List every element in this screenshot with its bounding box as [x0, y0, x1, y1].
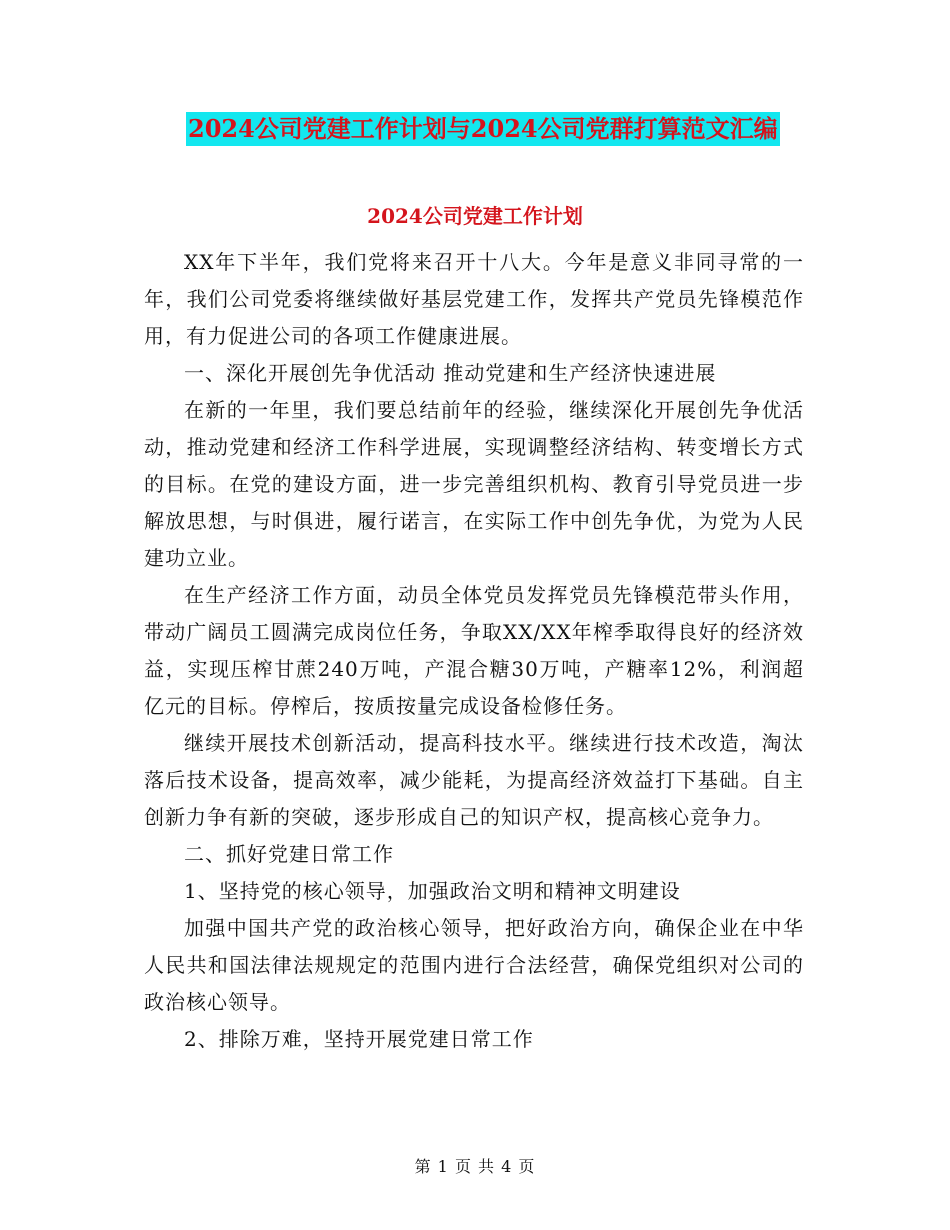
paragraph: 在生产经济工作方面，动员全体党员发挥党员先锋模范带头作用，带动广阔员工圆满完成岗位任务，争取XX/XX年榨季取得良好的经济效益，实现压榨甘蔗240万吨，产混合糖30万吨，产糖率12%，利润超亿元的目标。停榨后，按质按量完成设备检修任务。 — [144, 583, 804, 718]
section-heading: 二、抓好党建日常工作 — [184, 842, 394, 866]
subsection-heading: 1、坚持党的核心领导，加强政治文明和精神文明建设 — [184, 879, 681, 903]
paragraph: 加强中国共产党的政治核心领导，把好政治方向，确保企业在中华人民共和国法律法规规定的范围内进行合法经营，确保党组织对公司的政治核心领导。 — [144, 916, 804, 1014]
document-body — [144, 244, 804, 1058]
section-title: 2024公司党建工作计划 — [367, 204, 583, 228]
subsection-heading: 2、排除万难，坚持开展党建日常工作 — [184, 1027, 534, 1051]
document-main-title: 2024公司党建工作计划与2024公司党群打算范文汇编 — [186, 112, 780, 146]
paragraph: XX年下半年，我们党将来召开十八大。今年是意义非同寻常的一年，我们公司党委将继续做好基层党建工作，发挥共产党员先锋模范作用，有力促进公司的各项工作健康进展。 — [144, 250, 804, 348]
paragraph: 在新的一年里，我们要总结前年的经验，继续深化开展创先争优活动，推动党建和经济工作科学进展，实现调整经济结构、转变增长方式的目标。在党的建设方面，进一步完善组织机构、教育引导党员进一步解放思想，与时俱进，履行诺言，在实际工作中创先争优，为党为人民建功立业。 — [144, 398, 804, 570]
page-footer: 第 1 页 共 4 页 — [414, 1157, 536, 1176]
section-heading: 一、深化开展创先争优活动 推动党建和生产经济快速进展 — [184, 361, 717, 385]
paragraph: 继续开展技术创新活动，提高科技水平。继续进行技术改造，淘汰落后技术设备，提高效率，减少能耗，为提高经济效益打下基础。自主创新力争有新的突破，逐步形成自己的知识产权，提高核心竞争力。 — [144, 731, 804, 829]
